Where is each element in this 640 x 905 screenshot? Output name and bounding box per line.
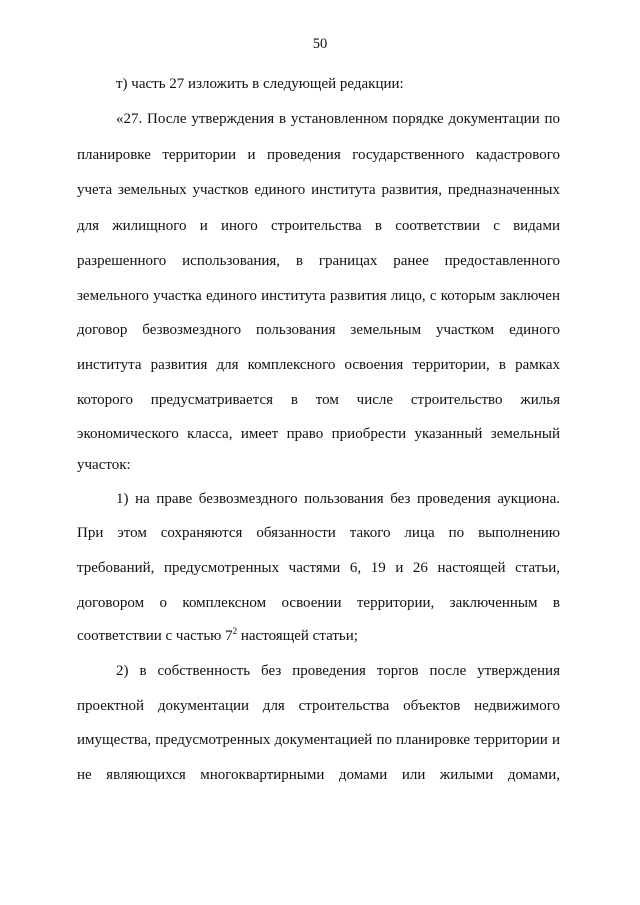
text-line: проектной документации для строительства объектов недвижимого [77,698,560,714]
text-line: 2) в собственность без проведения торгов после утверждения [116,663,560,679]
text-line-with-superscript [77,627,560,645]
text-line: т) часть 27 изложить в следующей редакции: [116,76,404,92]
text-line: не являющихся многоквартирными домами или жилыми домами, [77,767,560,783]
text-line: земельного участка единого института развития лицо, с которым заключен [77,288,560,304]
superscript: 2 [232,626,238,636]
text-line: 1) на праве безвозмездного пользования без проведения аукциона. [116,491,560,507]
text-line: «27. После утверждения в установленном порядке документации по [116,111,560,127]
text-line: При этом сохраняются обязанности такого лица по выполнению [77,525,560,541]
text-line: договором о комплексном освоении территории, заключенным в [77,595,560,611]
text-line: разрешенного использования, в границах ранее предоставленного [77,253,560,269]
text-line: которого предусматривается в том числе строительство жилья [77,392,560,408]
text-line: института развития для комплексного освоения территории, в рамках [77,357,560,373]
text-line: требований, предусмотренных частями 6, 19 и 26 настоящей статьи, [77,560,560,576]
page-number: 50 [312,36,328,52]
text-segment: настоящей статьи; [237,628,358,644]
text-line: учета земельных участков единого института развития, предназначенных [77,182,560,198]
text-line: экономического класса, имеет право приобрести указанный земельный [77,426,560,442]
text-line: участок: [77,457,131,473]
text-line: имущества, предусмотренных документацией по планировке территории и [77,732,560,748]
text-line: планировке территории и проведения государственного кадастрового [77,147,560,163]
text-segment: соответствии с частью 7 [77,628,233,644]
text-line: для жилищного и иного строительства в соответствии с видами [77,218,560,234]
text-line: договор безвозмездного пользования земельным участком единого [77,322,560,338]
